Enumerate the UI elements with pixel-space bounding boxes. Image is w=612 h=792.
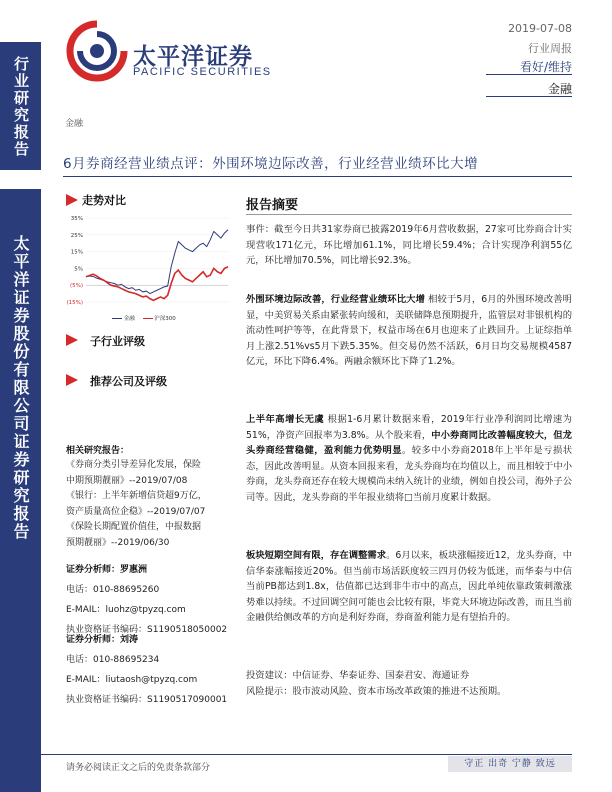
- summary-divider: [246, 214, 572, 215]
- summary-para-2: [246, 292, 572, 370]
- legend-swatch-finance: [112, 318, 122, 320]
- trend-chart: [66, 212, 234, 324]
- report-date: 2019-07-08: [508, 22, 572, 35]
- sector-label: 金融: [547, 82, 572, 96]
- header-divider: [486, 74, 572, 75]
- analyst-phone: 电话：010-88695234: [66, 655, 160, 665]
- legend-hs300: 沪深300: [154, 316, 176, 322]
- risk-warning: 风险提示：股市波动风险、资本市场改革政策的推进不达预期。: [246, 686, 507, 697]
- related-item[interactable]: 《银行：上半年新增信贷超9万亿，: [66, 491, 207, 501]
- sidebar-bottom: [0, 189, 41, 792]
- y-tick-label: (5%): [69, 283, 83, 290]
- summary-event: 事件：截至今日共31家券商已披露2019年6月营收数据，27家可比券商合计实现营收171亿元，环比增加61.1%，同比增长59.4%；合计实现净利润55亿元，环比增加70.5%，同比增长92.3%。: [246, 224, 572, 266]
- para-4-lead: 板块短期空间有限，存在调整需求: [246, 550, 387, 561]
- industry-rating: 看好/维持: [519, 60, 572, 74]
- industry-tag: 金融: [65, 119, 84, 129]
- analyst-cert: 执业资格证书编码：S1190517090001: [66, 695, 228, 705]
- sub-rating-heading: 子行业评级: [90, 335, 145, 348]
- summary-para-3: [246, 412, 572, 505]
- y-tick-label: 5%: [74, 266, 83, 273]
- y-tick-label: (15%): [66, 300, 83, 306]
- para-3-body: 根据1-6月累计数据来看，2019年行业净利润同比增速为51%，净资产回报率为3.8%。从个股来看，: [246, 414, 572, 441]
- bullet-icon: [66, 374, 78, 386]
- analyst-phone: 电话：010-88695260: [66, 585, 160, 595]
- para-3-tail: 。较多中小券商2018年上半年是亏损状态，因此改善明显。从资本回报来看，龙头券商均在均值以上，而且相较于中小券商，龙头券商还存在较大规模尚未纳入统计的业绩，例如自投公司，海外子公司等。因此，龙头券商的半年报业绩将□当前月度累计数据。: [246, 445, 572, 503]
- analyst-role: 证券分析师：: [66, 635, 121, 645]
- report-title: 6月券商经营业绩点评：外围环境边际改善，行业经营业绩环比大增: [63, 156, 479, 172]
- para-3-lead: 上半年高增长无虞: [246, 414, 325, 425]
- series-line: [86, 267, 228, 301]
- sidebar-top: [0, 42, 41, 170]
- summary-para-4: [246, 548, 572, 626]
- related-item[interactable]: 中期预期靓丽》--2019/07/08: [66, 475, 188, 486]
- y-tick-label: 25%: [70, 232, 83, 239]
- para-2-lead: 外围环境边际改善，行业经营业绩环比大增: [246, 294, 426, 305]
- related-item[interactable]: 《券商分类引导差异化发展，保险: [66, 460, 202, 470]
- analyst-name: 罗惠洲: [120, 565, 148, 575]
- para-3-emph: 中小券商同比改善幅度较大，但龙头券商经营稳健，盈利能力优势明显: [246, 429, 572, 456]
- sidebar-top-label: 行业研究报告: [12, 56, 30, 158]
- para-4-body: 。6月以来，板块涨幅接近12，龙头券商，中信华泰涨幅接近20%。但当前市场活跃度较三四月仍较为低迷，而华泰与中信当前PB都达到1.8x，估值都已达到非牛市中的高点，因此单纯依靠政策刺激涨势难以持续。不过回调空间可能也会比较有限，毕竟大环境边际改善，而且当前金融供给侧改革的方向是利好券商，券商盈利能力是有望抬升的。: [246, 550, 572, 623]
- analyst-cert: 执业资格证书编码：S1190518050002: [66, 625, 228, 635]
- related-item[interactable]: 《保险长期配置价值佳，中报数据: [66, 522, 202, 532]
- trend-heading: 走势对比: [82, 194, 126, 207]
- analyst-email[interactable]: E-MAIL：liutaosh@tpyzq.com: [66, 675, 198, 685]
- summary-title: 报告摘要: [246, 198, 299, 213]
- sidebar-bottom-label: 太平洋证券股份有限公司证券研究报告: [11, 235, 30, 541]
- legend-swatch-hs300: [143, 318, 153, 320]
- analyst-2: [66, 630, 238, 710]
- title-divider: [63, 176, 572, 177]
- chart-legend: [112, 314, 176, 322]
- brand-logo: [66, 20, 128, 82]
- related-item[interactable]: 资产质量高位企稳》--2019/07/07: [66, 506, 206, 517]
- bullet-icon: [66, 334, 78, 346]
- related-list: [66, 458, 238, 551]
- header-divider-2: [486, 96, 572, 97]
- footer-motto: 守正 出奇 宁静 致远: [448, 756, 572, 772]
- investment-advice: 投资建议：中信证券、华泰证券、国泰君安、海通证券: [246, 670, 470, 681]
- analyst-email[interactable]: E-MAIL：luohz@tpyzq.com: [66, 605, 186, 615]
- bullet-icon: [66, 194, 78, 206]
- analyst-1: [66, 560, 238, 640]
- series-line: [86, 230, 228, 294]
- analyst-name: 刘涛: [120, 635, 139, 645]
- footer-divider: [40, 754, 572, 755]
- related-item[interactable]: 预期靓丽》--2019/06/30: [66, 537, 170, 548]
- report-type: 行业周报: [528, 42, 572, 55]
- y-tick-label: 35%: [70, 216, 83, 222]
- analyst-role: 证券分析师：: [66, 565, 121, 575]
- legend-finance: 金融: [123, 316, 135, 322]
- brand-name-en: PACIFIC SECURITIES: [133, 66, 272, 78]
- para-2-body: 相较于5月，6月的外围环境改善明显，中美贸易关系由紧张转向缓和，美联储降息预期提升，监管层对非银机构的流动性呵护等等，在此背景下，权益市场在6月也迎来了止跌回升。上证综指单月上涨2.51%vs5月下跌5.35%。但交易仍然不活跃，6月日均交易规模4587亿元，环比下降6.4%。两融余额环比下降了1.2%。: [246, 294, 572, 367]
- footer-disclaimer[interactable]: 请务必阅读正文之后的免责条款部分: [66, 763, 211, 773]
- recommend-heading: 推荐公司及评级: [90, 375, 167, 388]
- y-tick-label: 15%: [70, 249, 83, 256]
- related-heading: 相关研究报告：: [66, 446, 130, 456]
- brand-name-cn: 太平洋证券: [133, 44, 253, 70]
